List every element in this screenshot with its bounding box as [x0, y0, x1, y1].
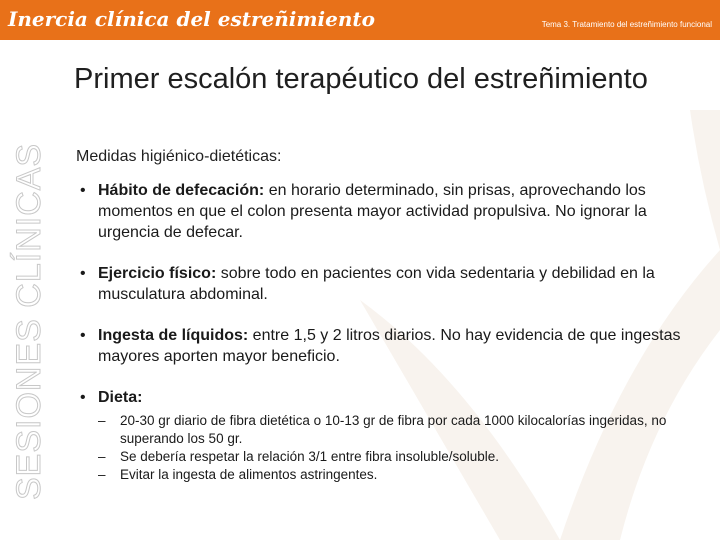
list-item-label: Dieta:	[98, 389, 143, 406]
dash-icon: –	[98, 413, 106, 428]
bullet-icon: •	[80, 327, 86, 344]
header-title: Inercia clínica del estreñimiento	[8, 7, 375, 31]
sub-list-item-text: Evitar la ingesta de alimentos astringentes.	[120, 467, 378, 482]
dash-icon: –	[98, 467, 106, 482]
sub-list-item	[98, 412, 698, 448]
sub-list-item-text: 20-30 gr diario de fibra dietética o 10-13 gr de fibra por cada 1000 kilocalorías ingeridas, no superando los 50 gr.	[120, 413, 667, 446]
header-subtitle: Tema 3. Tratamiento del estreñimiento funcional	[541, 20, 712, 29]
header-bar	[0, 0, 720, 40]
list-item	[78, 325, 698, 367]
list-item-text: entre 1,5 y 2 litros diarios. No hay evidencia de que ingestas mayores aporten mayor beneficio.	[98, 327, 681, 365]
list-item	[78, 263, 698, 305]
bullet-icon: •	[80, 265, 86, 282]
list-item-text: sobre todo en pacientes con vida sedentaria y debilidad en la musculatura abdominal.	[98, 265, 655, 303]
list-item-label: Hábito de defecación:	[98, 182, 265, 199]
sidebar	[0, 40, 52, 540]
page-title: Primer escalón terapéutico del estreñimiento	[74, 63, 648, 95]
sub-list-item	[98, 466, 698, 484]
list-item-label: Ingesta de líquidos:	[98, 327, 249, 344]
bullet-icon: •	[80, 389, 86, 406]
list-item	[78, 180, 698, 243]
dash-icon: –	[98, 449, 106, 464]
sub-list-item	[98, 448, 698, 466]
section-heading: Medidas higiénico-dietéticas:	[76, 148, 282, 165]
list-item-text: en horario determinado, sin prisas, aprovechando los momentos en que el colon presenta mayor actividad propulsiva. No ignorar la urgencia de defecar.	[98, 182, 647, 241]
bullet-list	[78, 180, 698, 504]
list-item-label: Ejercicio físico:	[98, 265, 217, 282]
bullet-icon: •	[80, 182, 86, 199]
sidebar-vertical-label: SESIONES CLÍNICAS	[10, 142, 48, 500]
sub-list-item-text: Se debería respetar la relación 3/1 entre fibra insoluble/soluble.	[120, 449, 499, 464]
diet-sub-list	[98, 412, 698, 484]
list-item	[78, 387, 698, 484]
